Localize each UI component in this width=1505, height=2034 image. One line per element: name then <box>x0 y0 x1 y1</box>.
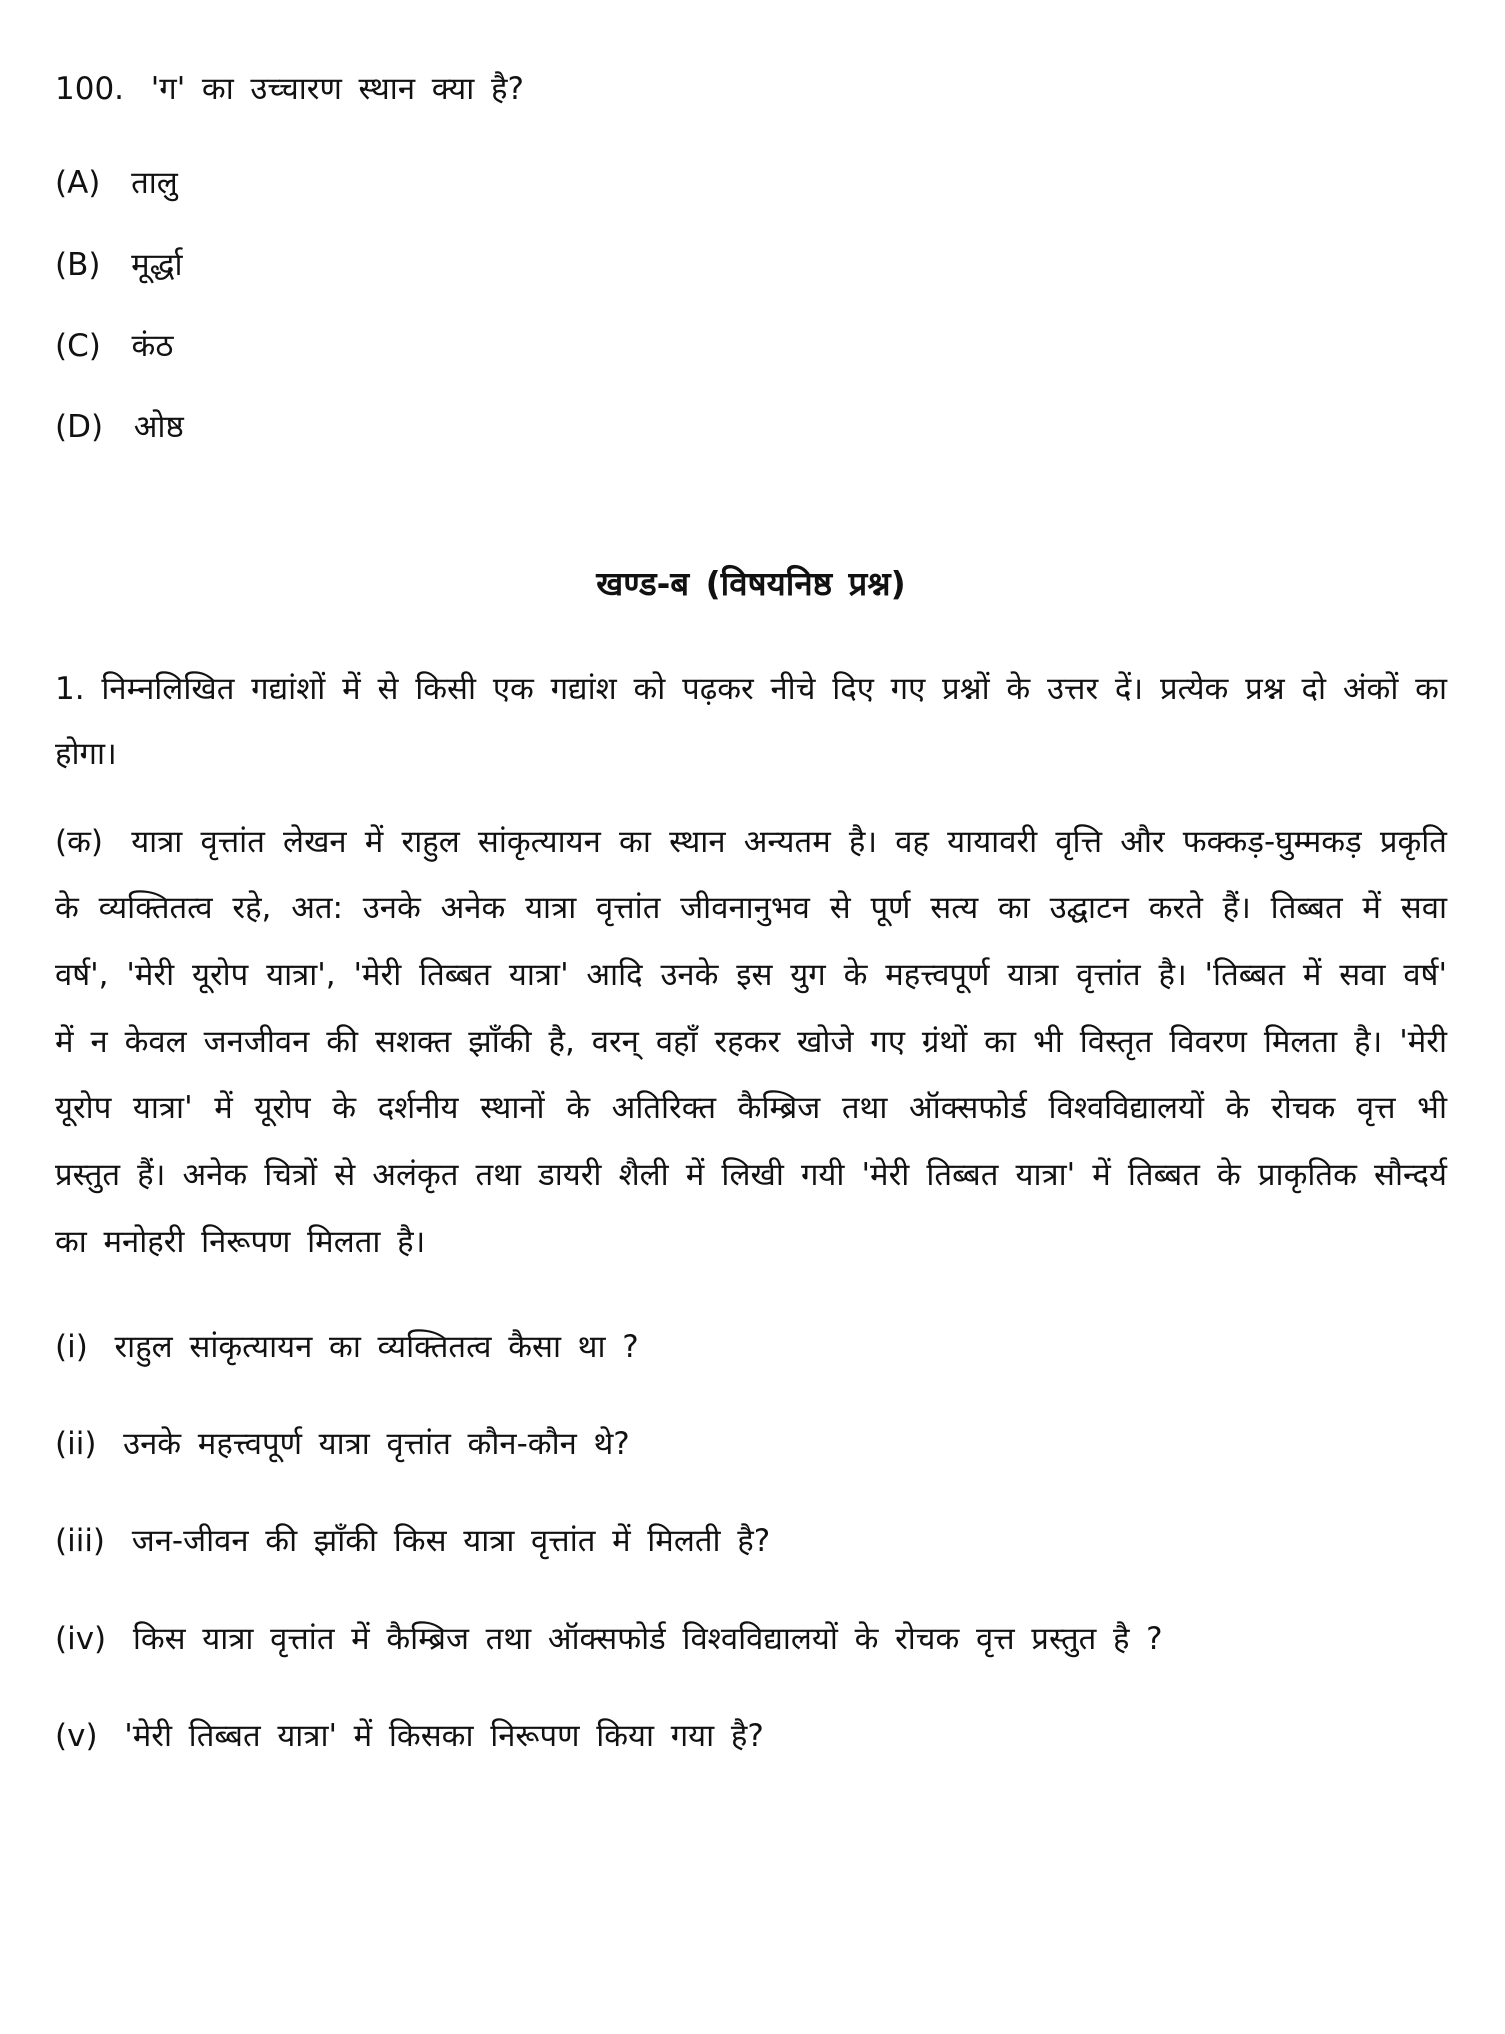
question-100-text: 'ग' का उच्चारण स्थान क्या है? <box>150 71 524 107</box>
sub-question-iii-label: (iii) <box>55 1523 106 1560</box>
sub-question-i <box>55 1315 1447 1380</box>
option-c-label: (C) <box>55 327 101 364</box>
question-1-number: 1. <box>55 670 85 707</box>
passage-ka-label: (क) <box>55 823 103 860</box>
sub-question-i-label: (i) <box>55 1329 88 1366</box>
option-a-text: तालु <box>131 165 178 202</box>
sub-question-iii-text: जन-जीवन की झाँकी किस यात्रा वृत्तांत में मिलती है? <box>131 1523 771 1560</box>
option-a-label: (A) <box>55 165 101 202</box>
option-d-label: (D) <box>55 409 104 446</box>
question-100-number: 100. <box>55 71 125 107</box>
question-100-options <box>55 163 1447 447</box>
sub-question-v <box>55 1704 1447 1769</box>
option-c <box>55 326 1447 366</box>
sub-question-ii <box>55 1412 1447 1477</box>
sub-question-v-text: 'मेरी तिब्बत यात्रा' में किसका निरूपण किया गया है? <box>124 1717 764 1754</box>
sub-question-ii-label: (ii) <box>55 1426 97 1463</box>
sub-question-iv <box>55 1607 1447 1672</box>
option-b-text: मूर्द्धा <box>131 246 183 283</box>
question-1-instruction-text: निम्नलिखित गद्यांशों में से किसी एक गद्यांश को पढ़कर नीचे दिए गए प्रश्नों के उत्तर दें। प्रत्येक प्रश्न दो अंकों का होगा। <box>55 670 1447 772</box>
sub-question-i-text: राहुल सांकृत्यायन का व्यक्तितत्व कैसा था ? <box>114 1329 639 1366</box>
passage-ka-text: यात्रा वृत्तांत लेखन में राहुल सांकृत्यायन का स्थान अन्यतम है। वह यायावरी वृत्ति और फक्कड़-घुम्मकड़ प्रकृति के व्यक्तितत्व रहे, अत: उनके अनेक यात्रा वृत्तांत जीवनानुभव से पूर्ण सत्य का उद्घाटन करते हैं। तिब्बत में सवा वर्ष', 'मेरी यूरोप यात्रा', 'मेरी तिब्बत यात्रा' आदि उनके इस युग के महत्त्वपूर्ण यात्रा वृत्तांत है। 'तिब्बत में सवा वर्ष' में न केवल जनजीवन की सशक्त झाँकी है, वरन् वहाँ रहकर खोजे गए ग्रंथों का भी विस्तृत विवरण मिलता है। 'मेरी यूरोप यात्रा' में यूरोप के दर्शनीय स्थानों के अतिरिक्त कैम्ब्रिज तथा ऑक्सफोर्ड विश्वविद्यालयों के रोचक वृत्त भी प्रस्तुत हैं। अनेक चित्रों से अलंकृत तथा डायरी शैली में लिखी गयी 'मेरी तिब्बत यात्रा' में तिब्बत के प्राकृतिक सौन्दर्य का मनोहरी निरूपण मिलता है। <box>55 823 1447 1260</box>
option-c-text: कंठ <box>131 327 174 364</box>
sub-question-v-label: (v) <box>55 1717 98 1754</box>
passage-ka <box>55 809 1447 1275</box>
sub-question-iv-text: किस यात्रा वृत्तांत में कैम्ब्रिज तथा ऑक्सफोर्ड विश्वविद्यालयों के रोचक वृत्त प्रस्तुत है ? <box>132 1620 1163 1657</box>
passage-sub-questions <box>55 1315 1447 1768</box>
question-1-instruction <box>55 657 1447 787</box>
sub-question-ii-text: उनके महत्त्वपूर्ण यात्रा वृत्तांत कौन-कौन थे? <box>123 1426 630 1463</box>
option-d <box>55 407 1447 447</box>
question-100 <box>55 68 1447 111</box>
option-b-label: (B) <box>55 246 101 283</box>
option-d-text: ओष्ठ <box>133 409 184 446</box>
sub-question-iv-label: (iv) <box>55 1620 107 1657</box>
option-b <box>55 245 1447 285</box>
sub-question-iii <box>55 1509 1447 1574</box>
section-b-heading: खण्ड-ब (विषयनिष्ठ प्रश्न) <box>596 563 906 603</box>
option-a <box>55 163 1447 203</box>
